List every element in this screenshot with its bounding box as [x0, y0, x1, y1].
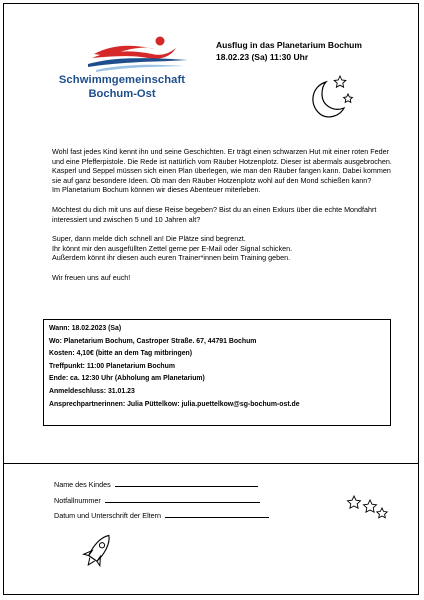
detail-where: Wo: Planetarium Bochum, Castroper Straße. 67, 44791 Bochum — [49, 337, 257, 345]
detail-meeting-point: Treffpunkt: 11:00 Planetarium Bochum — [49, 362, 175, 370]
stars-icon — [346, 494, 390, 524]
registration-form — [54, 478, 314, 525]
intro-paragraph-story — [52, 147, 397, 195]
header — [216, 39, 406, 63]
signature-field[interactable] — [165, 509, 269, 518]
intro-paragraph-signup — [52, 234, 397, 263]
logo-club-name: Schwimmgemeinschaft — [58, 74, 186, 86]
emergency-row — [54, 494, 314, 510]
swimmer-logo-icon — [88, 34, 188, 72]
signup-line-2: Ihr könnt mir den ausgefüllten Zettel gerne per E-Mail oder Signal schicken. — [52, 243, 293, 253]
cut-divider — [3, 463, 419, 464]
story-text: Wohl fast jedes Kind kennt ihn und seine Geschichten. Er trägt einen schwarzen Hut mit einer roten Feder und eine Pfefferpistole. Die Rede ist natürlich vom Räuber Hotzenplotz. Dieser ist abermals ausgebrochen. Kasperl und Seppel müssen sich einen Plan überlegen, wie man den Räuber fangen kann. Dabei kommen sie auf ganz besondere Ideen. Ob man den Räuber Hotzenplotz wohl auf den Mond schießen kann? — [52, 147, 392, 185]
detail-when: Wann: 18.02.2023 (Sa) — [49, 325, 122, 332]
intro-text — [52, 147, 397, 293]
detail-contact: Ansprechpartnerinnen: Julia Püttelkow: julia.puettelkow@sg-bochum-ost.de — [49, 400, 300, 408]
detail-end: Ende: ca. 12:30 Uhr (Abholung am Planetarium) — [49, 375, 205, 383]
signature-label: Datum und Unterschrift der Eltern — [54, 511, 162, 520]
rocket-icon — [82, 530, 114, 572]
intro-paragraph-invite: Möchtest du dich mit uns auf diese Reise begeben? Bist du an einen Exkurs über die echte Mondfahrt interessiert und zwischen 5 und 10 Jahren alt? — [52, 204, 377, 224]
moon-stars-icon — [300, 74, 356, 120]
signup-line-1: Super, dann melde dich schnell an! Die Plätze sind begrenzt. — [52, 234, 246, 244]
club-logo — [52, 28, 192, 108]
signup-line-3: Außerdem könnt ihr diesen auch euren Trainer*innen beim Training geben. — [52, 253, 291, 263]
detail-deadline: Anmeldeschluss: 31.01.23 — [49, 387, 135, 395]
child-name-label: Name des Kindes — [54, 480, 111, 489]
logo-club-location: Bochum-Ost — [88, 88, 156, 100]
detail-cost: Kosten: 4,10€ (bitte an dem Tag mitbringen) — [49, 350, 193, 358]
page-title: Ausflug in das Planetarium Bochum — [216, 40, 362, 50]
child-name-row — [54, 478, 314, 494]
child-name-field[interactable] — [115, 478, 258, 487]
planetarium-note: Im Planetarium Bochum können wir dieses Abenteuer miterleben. — [52, 185, 261, 195]
emergency-label: Notfallnummer — [54, 495, 101, 505]
event-details-box — [43, 319, 391, 426]
signature-row — [54, 509, 314, 525]
emergency-field[interactable] — [105, 494, 260, 503]
closing-line: Wir freuen uns auf euch! — [52, 272, 131, 282]
event-date: 18.02.23 (Sa) 11:30 Uhr — [216, 52, 309, 62]
